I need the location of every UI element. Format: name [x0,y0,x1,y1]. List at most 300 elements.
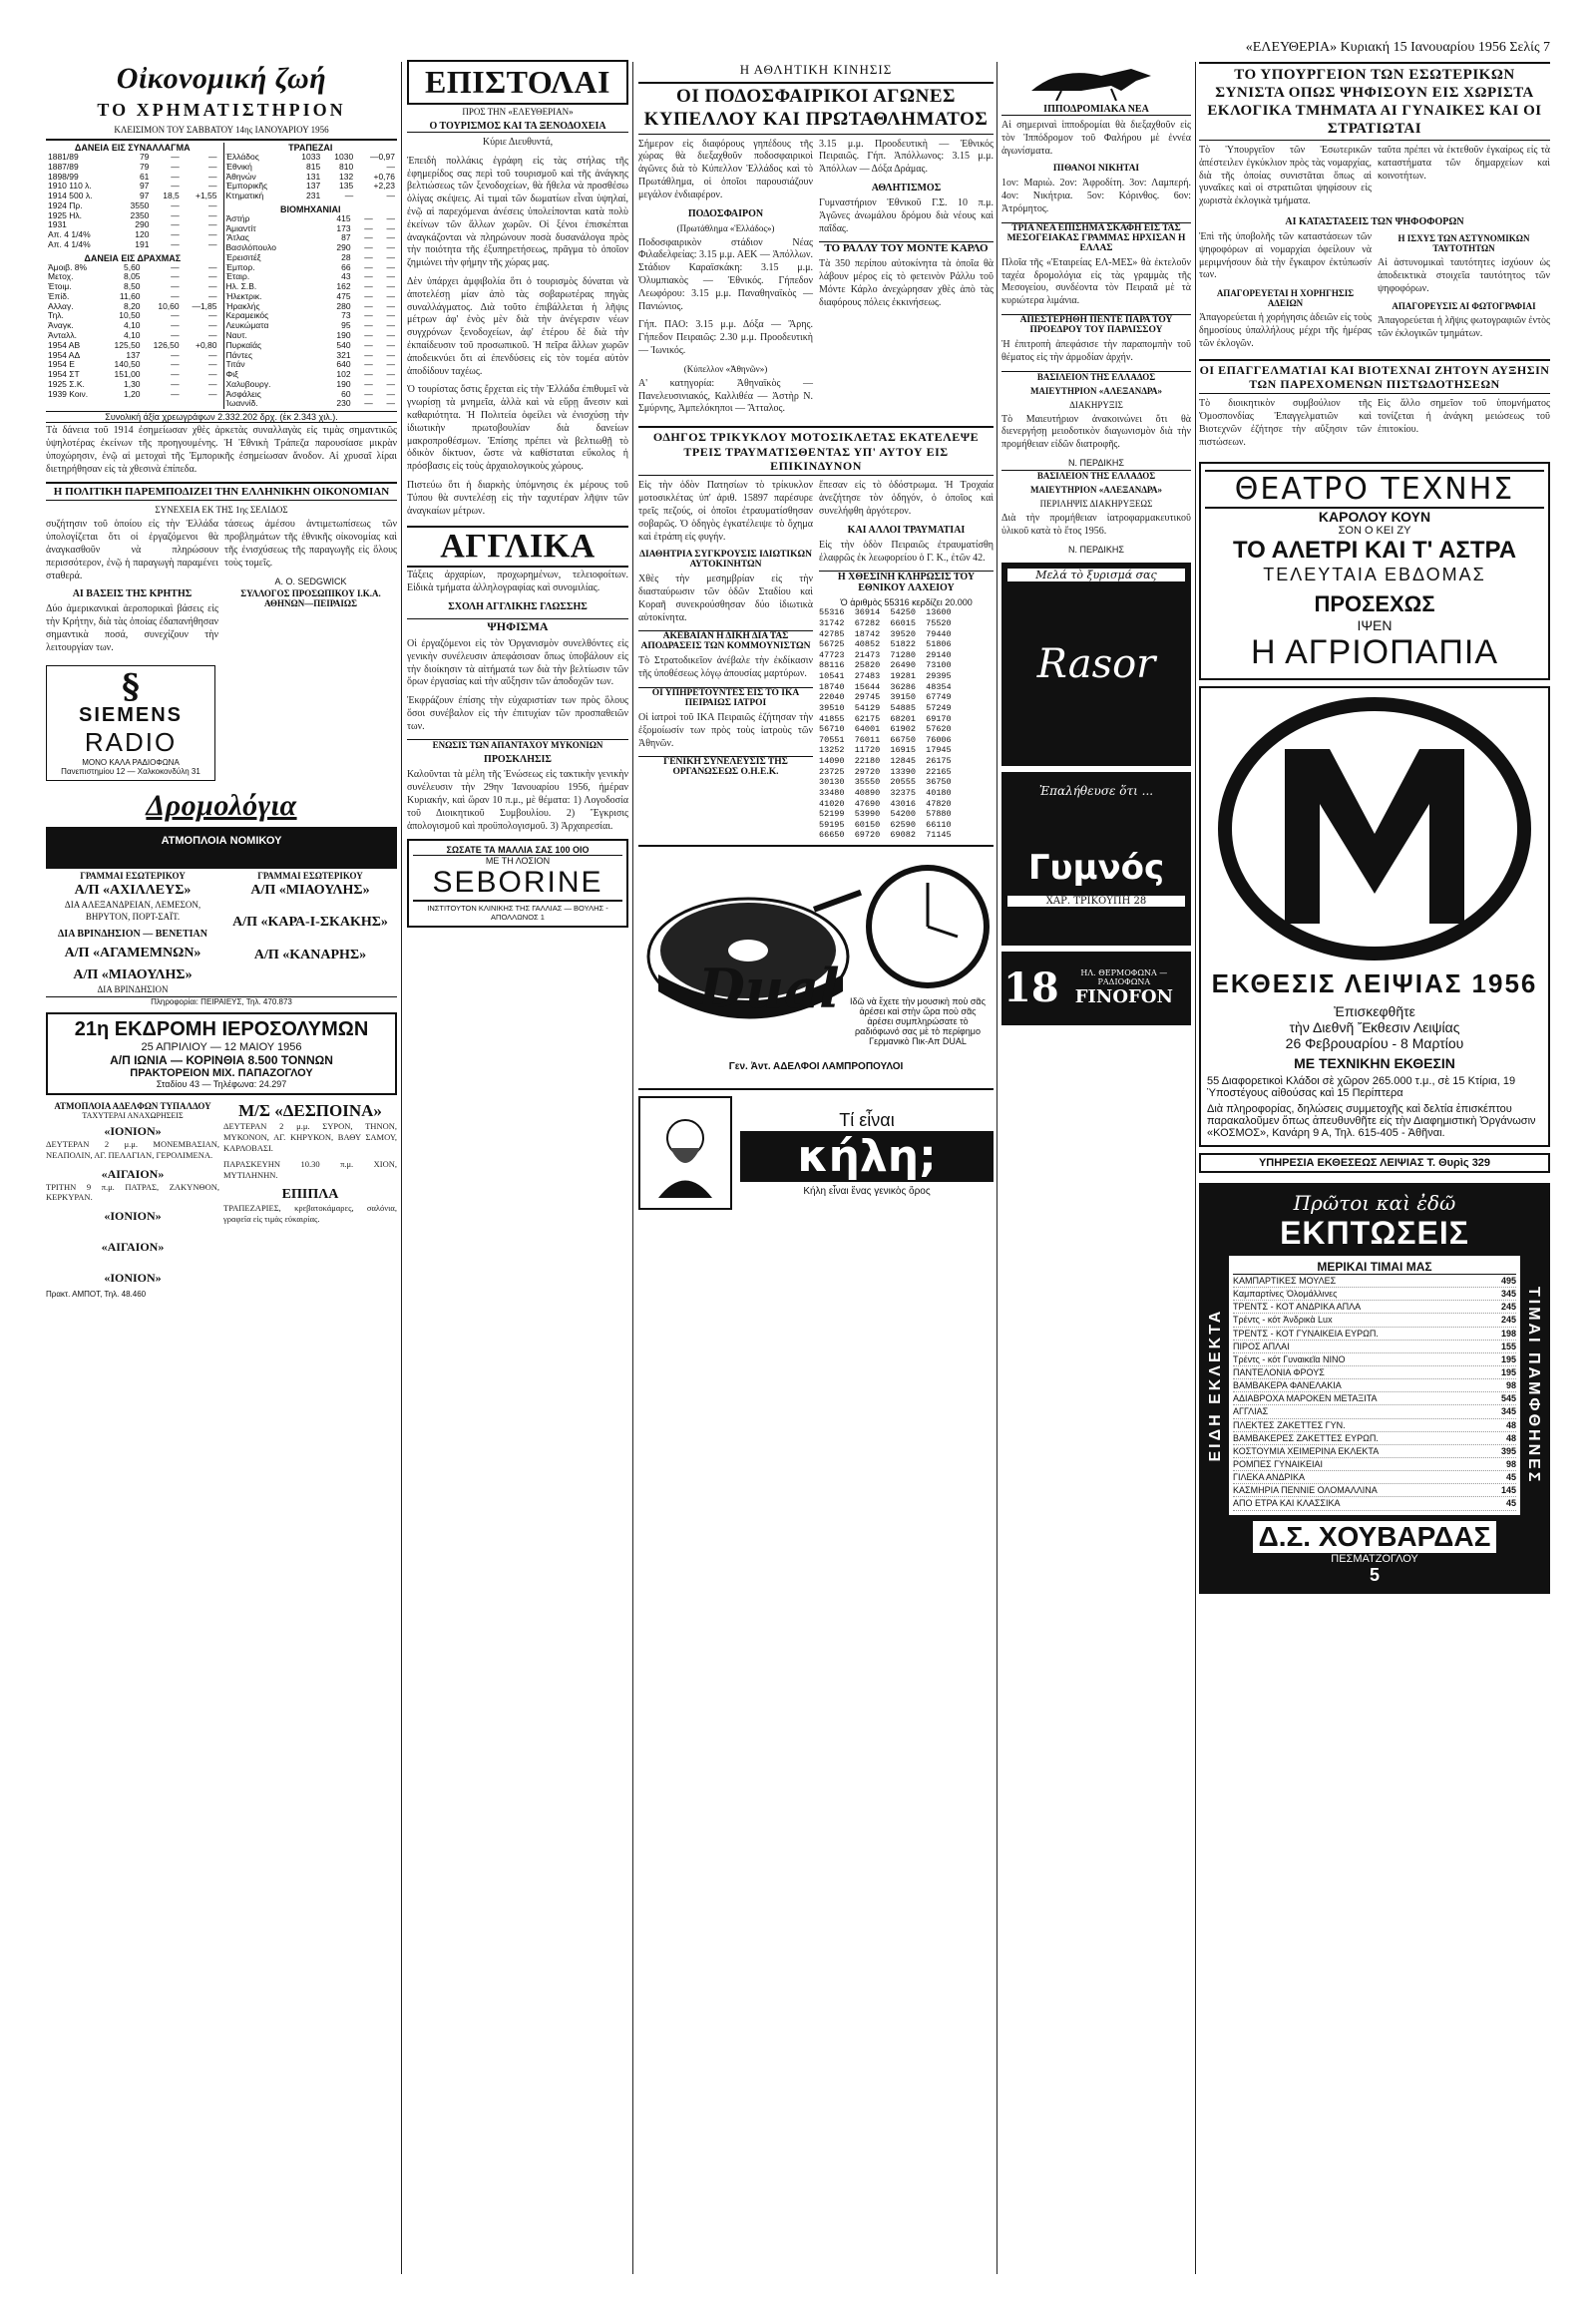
article-text: ΔΕΥΤΕΡΑΝ 2 μ.μ. ΣΥΡΟΝ, ΤΗΝΟΝ, ΜΥΚΟΝΟΝ, ΑΓ. ΚΗΡΥΚΟΝ, ΒΑΘΥ ΣΑΜΟΥ, ΚΑΡΛΟΒΑΣΙ. [223,1120,397,1153]
table-cell: Ἐπίδ. [48,290,70,301]
table-cell: 8,05 [123,271,141,282]
table-cell: 97 [139,191,150,201]
table-cell: — [171,261,180,272]
mykonos-union: ΕΝΩΣΙΣ ΤΩΝ ΑΠΑΝΤΑΧΟΥ ΜΥΚΟΝΙΩΝ [407,739,628,750]
table-cell: Αλλαγ. [48,300,74,311]
sale-item-price: 98 [1505,1380,1516,1391]
table-cell: 60 [341,388,351,399]
ship-name: «ΑΙΓΑΙΟΝ» [101,1240,165,1255]
table-cell: — [171,369,180,380]
article-text: Τὰ 350 περίπου αὐτοκίνητα τὰ ὁποῖα θὰ λάβουν μέρος εἰς τὸ φετεινὸν Ράλλυ τοῦ Μόντε Κάρλο ἀνεχώρησαν χθὲς ἀπὸ τὰς διαφόρους πόλεις ἐκκινήσεως. [819,258,994,308]
sale-item [1233,1275,1516,1288]
total-value: Συνολική ἀξία χρεωγράφων 2.332.202 δρχ. (ἐκ 2.343 χιλ.). [46,411,397,423]
table4-title: ΒΙΟΜΗΧΑΝΙΑΙ [280,203,341,214]
gynos-headline: Ἐπαλήθευσε ὅτι ... [1038,783,1154,798]
article-text: Ἡ ἐπιτροπὴ ἀπεφάσισε τὴν παραπομπὴν τοῦ θέματος εἰς τὴν ἁρμοδίαν ἀρχήν. [1001,338,1191,363]
article-text: Ἐπὶ τῆς ὑποβολῆς τῶν καταστάσεων τῶν ψηφοφόρων αἱ νομαρχίαι ὀφείλουν νὰ μεριμνήσουν διὰ τὴν ἔγκαιρον ἐκτύπωσίν των. [1199,230,1372,281]
table-cell: Ναυτ. [225,330,247,341]
permits-title: ΑΠΑΓΟΡΕΥΕΤΑΙ Η ΧΟΡΗΓΗΣΙΣ ΑΔΕΙΩΝ [1216,288,1355,309]
column-rule [1195,62,1196,2274]
table-cell: — [208,181,217,192]
table-cell: 1939 Κοιν. [48,388,89,399]
sale-item-price: 245 [1500,1302,1516,1313]
theatre-next-author: ΙΨΕΝ [1357,616,1393,633]
cup-title: (Κύπελλον «Ἀθηνῶν») [683,363,768,374]
sale-item [1233,1432,1516,1445]
ship-name: Α/Π «ΚΑΡΑ-Ι-ΣΚΑΚΗΣ» [232,915,388,931]
sale-item-name: ΚΑΜΠΑΡΤΙΚΕΣ ΜΟΥΛΕΣ [1233,1276,1337,1287]
table-cell: — [364,378,373,389]
finofon-brand: FINOFON [1074,986,1173,1008]
ministry-left [1199,145,1372,214]
loans-fx-table [46,153,219,250]
sale-item-name: ΑΔΙΑΒΡΟΧΑ ΜΑΡΟΚΕΝ ΜΕΤΑΞΙΤΑ [1233,1393,1378,1404]
sale-item-name: Τρέντς - κότ Ἀνδρικὰ Lux [1233,1315,1333,1326]
table-cell: Κτηματική [225,191,264,201]
article-text: Δὲν ὑπάρχει ἀμφιβολία ὅτι ὁ τουρισμὸς δύναται νὰ ἀποτελέσῃ μίαν ἀπὸ τὰς σοβαρωτέρας πηγὰς συναλλάγματος. Διὰ τοῦτο ἐπιβάλλεται ἡ λῆψις μέτρων ἀφ' ἑνὸς μὲν διὰ τὴν ἀνέγερσιν νέων συγχρόνων ξενοδοχείων, ἀφ' ἑτέρου δὲ διὰ τὴν ἐκπαίδευσιν τοῦ προσωπικοῦ. Ἡ πεῖρα ἄλλων χωρῶν ἀποδεικνύει ὅτι αἱ ἐπενδύσεις εἰς τὸν τομέα αὐτὸν ἀποδίδουν ταχέως. [407,275,628,377]
sales-headline: Πρῶτοι καὶ ἐδῶ [1293,1191,1456,1216]
table-cell: 131 [306,171,321,182]
table-cell: 3550 [130,199,150,210]
lines-head: ΓΡΑΜΜΑΙ ΕΣΩΤΕΡΙΚΟΥ [80,870,186,881]
siemens-radio: RADIO [84,726,178,757]
table-cell: 1881/89 [48,152,79,162]
theatre-director: ΚΑΡΟΛΟΥ ΚΟΥΝ [1318,508,1431,525]
table-cell: 1954 ΑΒ [48,339,81,350]
table-cell: — [171,152,180,162]
ship-contact: Πληροφορίαι: ΠΕΙΡΑΙΕΥΣ, Τηλ. 470.873 [46,996,397,1006]
table-cell: — [208,281,217,292]
table-cell: — [208,290,217,301]
photos-title: ΑΠΑΓΟΡΕΥΣΙΣ ΑΙ ΦΩΤΟΓΡΑΦΙΑΙ [1392,301,1536,312]
craftsmen-title: ΟΙ ΕΠΑΓΓΕΛΜΑΤΙΑΙ ΚΑΙ ΒΙΟΤΕΧΝΑΙ ΖΗΤΟΥΝ ΑΥΞΗΣΙΝ ΤΩΝ ΠΑΡΕΧΟΜΕΝΩΝ ΠΙΣΤΩΔΟΤΗΣΕΩΝ [1199,359,1550,395]
table-cell: 162 [336,281,351,292]
table-cell: 135 [339,181,354,192]
sales-subtitle: ΜΕΡΙΚΑΙ ΤΙΜΑΙ ΜΑΣ [1233,1260,1516,1275]
table-cell: — [364,251,373,262]
sale-item-price: 395 [1500,1445,1516,1456]
table-cell: 95 [341,320,351,331]
table-cell: Ἐταιρ. [225,271,250,282]
table-cell: Ἐρεισιτέξ [225,251,261,262]
table-cell: — [364,388,373,399]
table-cell: 190 [336,378,351,389]
table-cell: — [208,388,217,399]
table-cell: 1,20 [123,388,141,399]
table-cell: 132 [339,171,354,182]
sale-item [1233,1392,1516,1405]
sale-item-name: ΑΓΓΛΙΑΣ [1233,1406,1269,1417]
finofon-number: 18 [1003,964,1059,1012]
football-title: ΠΟΔΟΣΦΑΙΡΟΝ [687,207,764,219]
theatre-ad [1199,462,1550,680]
court-maternity: ΜΑΙΕΥΤΗΡΙΟΝ «ΑΛΕΞΑΝΔΡΑ» [1029,385,1163,396]
table-cell: — [208,209,217,220]
table-cell: 79 [139,161,150,172]
article-text: ἔπεσαν εἰς τὸ ὁδόστρωμα. Ἡ Τροχαία ἀνεζήτησε τὸν ὁδηγόν, ὁ ὁποῖος καὶ συνελήφθη ἀργότερον. [819,480,994,517]
seborine-ad [407,839,628,928]
table1-title: ΔΑΝΕΙΑ ΕΙΣ ΣΥΝΑΛΛΑΓΜΑ [74,143,191,153]
signer: Ν. ΠΕΡΔΙΚΗΣ [1068,457,1124,468]
craftsmen-body [1199,398,1550,455]
dual-brand: Dual [698,957,840,1021]
sale-item-price: 48 [1505,1432,1516,1443]
table-cell: — [208,161,217,172]
seborine-brand: SEBORINE [413,866,622,902]
table-cell: — [364,330,373,341]
table-cell: 66 [341,261,351,272]
table-cell: — [171,330,180,341]
table-cell: — [364,359,373,370]
athletics-title: ΑΘΛΗΤΙΣΜΟΣ [871,182,942,193]
sale-item-name: ΡΟΜΠΕΣ ΓΥΝΑΙΚΕΙΑΙ [1233,1459,1324,1469]
table-cell: — [208,271,217,282]
table-cell: — [364,290,373,301]
article-author: Α. Ο. SEDGWICK [274,576,347,586]
table-cell: — [171,378,180,389]
table-cell: 290 [336,242,351,253]
sports-body [638,139,994,423]
ship-name: «ΙΟΝΙΟΝ» [104,1209,162,1224]
politics-sub: ΣΥΝΕΧΕΙΑ ΕΚ ΤΗΣ 1ης ΣΕΛΙΔΟΣ [155,505,288,516]
table-cell: 43 [341,271,351,282]
ship-name: Α/Π «ΑΓΑΜΕΜΝΩΝ» [64,945,201,961]
newspaper-page [46,40,1550,2274]
table-cell: Ἀναγκ. [48,320,74,331]
table-cell: Τηλ. [48,310,64,321]
column-letters [407,60,628,2274]
article-text: Πλοῖα τῆς «Ἐταιρείας ΕΛ-ΜΕΣ» θὰ ἐκτελοῦν ταχέα δρομολόγια εἰς τὰς γραμμὰς τῆς Μεσογείου, συνδέοντα τὸν Πειραιᾶ μὲ τὰ κυριώτερα λιμάνια. [1001,256,1191,307]
table-cell: 1033 [301,152,321,162]
leipzig-ad [1199,686,1550,1148]
table-cell: 415 [336,212,351,223]
article-text: Εἰς τὴν ὁδὸν Πατησίων τὸ τρίκυκλον μοτοσικλέτας ὑπ' ἀριθ. 15897 παρέσυρε τρεῖς πεζούς, οἱ ὁποῖοι ἐτραυματίσθησαν σοβαρῶς. Ὁ ὁδηγὸς ἐγκατέλειψε τὸ ὄχημα καὶ ἐτράπη εἰς φυγήν. [638,480,813,543]
table2-title: ΔΑΝΕΙΑ ΕΙΣ ΔΡΑΧΜΑΣ [84,252,182,263]
table-cell: 191 [135,238,150,249]
rasor-ad [1001,563,1191,766]
table-cell: Ἐμπορικῆς [225,181,268,192]
table-cell: — [208,238,217,249]
table-cell: — [171,388,180,399]
sports-left [638,139,813,423]
leipzig-dates: 26 Φεβρουαρίου - 8 Μαρτίου [1285,1035,1464,1052]
table-cell: — [364,369,373,380]
crete-title: ΑΙ ΒΑΣΕΙΣ ΤΗΣ ΚΡΗΤΗΣ [72,588,193,600]
article-text: Ἀπαγορεύεται ἡ χορήγησις ἀδειῶν εἰς τοὺς δημοσίους ὑπαλλήλους μέχρι τῆς ἡμέρας τῶν ἐκλογῶν. [1199,312,1372,349]
siemens-ad [46,665,215,781]
kili-sub: Κήλη εἶναι ἕνας γενικὸς ὅρος [803,1185,931,1197]
sale-item [1233,1301,1516,1314]
table-cell: — [386,320,395,331]
sale-item [1233,1379,1516,1392]
letters-greeting: Κύριε Διευθυντά, [482,137,554,148]
ship-banner: ΑΤΜΟΠΛΟΙΑ ΝΟΜΙΚΟΥ [46,827,397,869]
despina-ship: Μ/Σ «ΔΕΣΠΟΙΝΑ» [238,1100,382,1120]
table-row [46,390,219,400]
lottery-top: Ὁ ἀριθμὸς 55316 κερδίζει 20.000 [840,597,973,608]
letters-sub: ΠΡΟΣ ΤΗΝ «ΕΛΕΥΘΕΡΙΑΝ» [462,107,574,117]
stock-right [223,143,398,409]
table-cell: Ἀθηνών [225,171,256,182]
table-cell: 815 [306,161,321,172]
table-cell: 1954 ΣΤ [48,369,80,380]
dual-copy: Ιδῶ νὰ ἔχετε τὴν μουσικὴ ποὺ σᾶς ἀρέσει καὶ στὴν ὥρα ποὺ σᾶς ἀρέσει συμπληρώσατε τὸ ραδιόφωνό σας μὲ τὸ περίφημο Γερμανικὸ Πικ-Απ DUAL [850,996,986,1047]
table-cell: 1954 ΑΔ [48,349,81,360]
theatre-soon: ΠΡΟΣΕΧΩΣ [1314,590,1435,616]
table-cell: 126,50 [153,339,180,350]
horse-drawing [1021,61,1171,101]
sale-item-name: ΠΙΡΟΣ ΑΠΛΑΙ [1233,1341,1290,1351]
table-cell: — [386,378,395,389]
ship-schedule-left [46,871,219,996]
stock-tables [46,139,397,409]
table-cell: 1887/89 [48,161,79,172]
kili-brand: κήλη; [740,1131,994,1182]
article-text: Πιστεύω ὅτι ἡ διαρκὴς ὑπόμνησις ἐκ μέρους τοῦ Τύπου θὰ συντελέσῃ εἰς τὴν ταχυτέραν λῆψιν τῶν ἀναγκαίων μέτρων. [407,479,628,517]
dual-agent: Γεν. Ἀντ. ΑΔΕΛΦΟΙ ΛΑΜΠΡΟΠΟΥΛΟΙ [728,1061,904,1073]
article-text: τάσεως ἀμέσου ἀντιμετωπίσεως τῶν προβλημάτων τῆς ἐθνικῆς οἰκονομίας καὶ τῆς ἐνισχύσεως τῆς παραγωγῆς εἰς ὅλους τοὺς τομεῖς. [224,519,397,569]
article-text: Α' κατηγορία: Ἀθηναϊκὸς — Πανελευσινιακός, Καλλιθέα — Ἀστὴρ Ν. Σμύρνης, Ἀμπελόκηποι — Ἄτταλος. [638,377,813,415]
table-cell: 87 [341,232,351,243]
table-cell: 230 [336,398,351,409]
sale-item-price: 45 [1505,1498,1516,1509]
table-cell: — [364,271,373,282]
article-text: Δύο ἀμερικανικαὶ ἀεροπορικαὶ βάσεις εἰς τὴν Κρήτην, διὰ τὰς ὁποίας ἐδαπανήθησαν σημαντικὰ ποσά, συνεχίζουν τὴν λειτουργίαν των. [46,603,218,653]
leipzig-mm-logo-icon [1210,694,1539,963]
table-cell: 28 [341,251,351,262]
table-cell: Ἀνταλλ. [48,330,77,341]
column-economy [46,60,397,2274]
column-rule [632,62,633,2274]
table-cell: Ἰωαννίδ. [225,398,258,409]
column-rule [997,62,998,2274]
table-cell: 290 [135,219,150,230]
court-title: ΑΚΕΒΑΙΑΝ Η ΔΙΚΗ ΔΙΑ ΤΑΣ ΑΠΟΔΡΑΣΕΙΣ ΤΩΝ ΚΟΜΜΟΥΝΙΣΤΩΝ [638,630,813,651]
table-cell: — [386,242,395,253]
article-text: Τὰ δάνεια τοῦ 1914 ἐσημείωσαν χθὲς ἀρκετὰς συναλλαγὰς εἰς τιμὰς σημαντικῶς ὑψηλοτέρας ἐκείνων τῆς προηγουμένης. Ἡ Ἐθνικὴ Τράπεζα παρουσίασε μικρὰν ὑποχώρησιν, ἐνῷ αἱ μετοχαὶ τῆς Ἐμπορικῆς ἐσημείωσαν ἄνοδον. Αἱ χρυσαῖ λίραι διετηρήθησαν εἰς τὰ χθεσινὰ ἐπίπεδα. [46,425,397,475]
table-cell: Απ. 4 1/4% [48,229,91,240]
table-cell: 1925 Σ.Κ. [48,378,85,389]
sale-item-price: 195 [1500,1367,1516,1378]
table-cell: — [386,398,395,409]
table-cell: — [386,290,395,301]
racing-header: ΙΠΠΟΔΡΟΜΙΑΚΑ ΝΕΑ [1001,104,1191,116]
letters-topic: Ο ΤΟΥΡΙΣΜΟΣ ΚΑΙ ΤΑ ΞΕΝΟΔΟΧΕΙΑ [407,121,628,133]
typaldos-right [223,1101,397,1300]
typaldos-sub: ΤΑΧΥΤΕΡΑΙ ΑΝΑΧΩΡΗΣΕΙΣ [82,1110,184,1120]
table-cell: 4,10 [123,330,141,341]
sales-list [1229,1256,1520,1515]
voters-left [1199,231,1372,357]
table-cell: —0,97 [369,152,395,162]
union-title: ΣΥΛΛΟΓΟΣ ΠΡΟΣΩΠΙΚΟΥ Ι.Κ.Α. ΑΘΗΝΩΝ—ΠΕΙΡΑΙΩΣ [240,587,381,608]
politics-left [46,519,218,660]
table-cell: — [386,212,395,223]
table-cell: — [364,339,373,350]
sale-item-price: 98 [1505,1459,1516,1469]
stock-left [46,143,219,409]
table-cell: +2,23 [373,181,395,192]
article-text: Ὁ τουρίστας ὅστις ἔρχεται εἰς τὴν Ἑλλάδα ἐπιθυμεῖ νὰ γνωρίσῃ τὰ μνημεῖα, ἀλλὰ καὶ νὰ εὕρῃ ἄνεσιν καὶ καθαριότητα. Ἡ Πολιτεία ὀφείλει νὰ ἐνισχύσῃ τὴν ἰδιωτικὴν πρωτοβουλίαν διὰ δανείων μακροπροθέσμων. Ἐπίσης πρέπει νὰ βελτιωθῇ τὸ ὁδικὸν δίκτυον, ὥστε νὰ καθίσταται εὔκολος ἡ πρόσβασις εἰς τοὺς ἀρχαιολογικοὺς χώρους. [407,384,628,473]
ika-title: ΟΙ ΥΠΗΡΕΤΟΥΝΤΕΣ ΕΙΣ ΤΟ ΙΚΑ ΠΕΙΡΑΙΩΣ ΙΑΤΡΟΙ [638,687,813,708]
table-cell: 475 [336,290,351,301]
table-cell: Πυρκαϊάς [225,339,262,350]
table-cell: 10,50 [119,310,141,321]
lottery-numbers: 55316 36914 54250 13600 31742 67282 66015 75520 42785 18742 39520 79440 56725 40852 51822 51806 47723 21473 71280 29140 88116 25820 26490 73100 10541 27483 19281 29395 18740 15644 36286 48354 22040 29745 39150 67749 39510 54129 54885 57249 41855 62175 68201 69170 56710 64001 61902 57620 70551 76011 66750 76006 13252 11720 16915 17945 14090 22180 12845 26175 23725 29720 13390 22165 30130 35550 20555 36750 33480 40890 32375 40180 41020 47690 43016 47820 52199 53990 54200 57880 59195 60150 62590 66110 66650 69720 69082 71145 [819,607,952,841]
table-row [46,240,219,250]
table-cell: — [364,212,373,223]
sales-footer [1207,1521,1542,1553]
table-row [224,399,398,409]
table-cell: Ἠρακλής [225,300,260,311]
english-school: ΣΧΟΛΗ ΑΓΓΛΙΚΗΣ ΓΛΩΣΣΗΣ [448,600,588,612]
seborine-headline: ΣΩΣΑΤΕ ΤΑ ΜΑΛΛΙΑ ΣΑΣ 100 ΟΙΟ [413,845,622,856]
table-cell: — [386,261,395,272]
resolution-title: ΨΗΦΙΣΜΑ [407,618,628,634]
table-cell: 125,50 [114,339,141,350]
column-politics [1199,60,1550,2274]
ship-name: Α/Π «ΜΙΑΟΥΛΗΣ» [250,883,370,899]
sales-number: 5 [1369,1564,1380,1585]
table-cell: — [386,359,395,370]
table-cell: — [171,359,180,370]
table-cell: — [208,349,217,360]
table-cell: Μετοχ. [48,271,74,282]
table-cell: — [364,232,373,243]
typaldos-title: ΑΤΜΟΠΛΟΙΑ ΑΔΕΛΦΩΝ ΤΥΠΑΛΔΟΥ [54,1100,211,1111]
lines-head: ΓΡΑΜΜΑΙ ΕΣΩΤΕΡΙΚΟΥ [257,870,363,881]
table-cell: Ἄτλας [225,232,249,243]
table-cell: — [386,339,395,350]
furniture-title: ΕΠΙΠΛΑ [281,1187,339,1203]
ship-name: «ΙΟΝΙΟΝ» [104,1271,162,1286]
article-text: 3.15 μ.μ. Προοδευτικὴ — Ἐθνικός Πειραιῶς. Γήπ. Ἀπόλλωνος: 3.15 μ.μ. Ἀπόλλων — Δόξα Δράμας. [819,138,994,176]
sale-item-price: 545 [1500,1393,1516,1404]
injured-title: ΚΑΙ ΑΛΛΟΙ ΤΡΑΥΜΑΤΙΑΙ [847,524,966,536]
sale-item-name: ΒΑΜΒΑΚΕΡΕΣ ΖΑΚΕΤΤΕΣ ΕΥΡΩΠ. [1233,1432,1379,1443]
table-cell: 1924 Πρ. [48,199,83,210]
table-cell: 321 [336,349,351,360]
sale-item-price: 245 [1500,1315,1516,1326]
ship-route: ΔΙΑ ΒΡΙΝΔΗΣΙΟΝ — ΒΕΝΕΤΙΑΝ [58,928,207,940]
article-text: Τὸ Μαιευτήριον ἀνακοινώνει ὅτι θὰ διενεργήσῃ μειοδοτικὸν διαγωνισμὸν διὰ τὴν προμήθειαν εἰδῶν διατροφῆς. [1001,413,1191,451]
siemens-address: Πανεπιστημίου 12 — Χαλκοκονδύλη 31 [61,766,200,776]
sale-item [1233,1288,1516,1301]
table-cell: — [386,222,395,233]
article-text: ΤΡΙΤΗΝ 9 π.μ. ΠΑΤΡΑΣ, ΖΑΚΥΝΘΟΝ, ΚΕΡΚΥΡΑΝ. [46,1181,219,1203]
table-cell: — [171,310,180,321]
table-cell: — [386,281,395,292]
table-cell: — [171,171,180,182]
table-cell: 137 [126,349,141,360]
moto-body [638,480,994,841]
table-cell: 4,10 [123,320,141,331]
moto-right [819,480,994,841]
table-cell: — [364,281,373,292]
industries-table [224,214,398,409]
sale-item [1233,1484,1516,1497]
table-cell: — [171,349,180,360]
table-cell: — [171,229,180,240]
table-cell: — [171,219,180,230]
sale-item-price: 495 [1500,1276,1516,1287]
moto-left [638,480,813,841]
sale-item-name: ΚΟΣΤΟΥΜΙΑ ΧΕΙΜΕΡΙΝΑ ΕΚΛΕΚΤΑ [1233,1445,1380,1456]
kili-question: Τί εἶναι [839,1109,895,1130]
voters-right [1378,231,1550,357]
sale-item [1233,1405,1516,1418]
sale-item-price: 198 [1500,1328,1516,1339]
table-cell: — [171,181,180,192]
typaldos-block [46,1101,397,1300]
table-cell: — [171,209,180,220]
article-text: Τὸ Ὑπουργεῖον τῶν Ἐσωτερικῶν ἀπέστειλεν ἐγκύκλιον πρὸς τὰς νομαρχίας, διὰ τῆς ὁποίας συνιστᾶται ὅπως αἱ γυναῖκες καὶ οἱ στρατιῶται ψηφίσουν εἰς χωριστὰ ἐκλογικὰ τμήματα. [1199,145,1372,207]
article-text: συζήτησιν τοῦ ὁποίου εἰς τὴν Ἑλλάδα ὑπολογίζεται ὅτι οἱ ἐργαζόμενοι θὰ ἀναγκασθοῦν νὰ πληρώσουν περισσότερον, ἐνῷ ἡ παραγωγὴ παραμένει σταθερά. [46,519,218,581]
article-text: Τὸ Στρατοδικεῖον ἀνέβαλε τὴν ἐκδίκασιν τῆς ὑποθέσεως λόγῳ ἀπουσίας μαρτύρων. [638,655,813,680]
table-cell: — [171,320,180,331]
table-cell: — [386,271,395,282]
table-cell: — [386,161,395,172]
table-cell: — [208,369,217,380]
table-cell: — [386,388,395,399]
theatre-last-week: ΤΕΛΕΥΤΑΙΑ ΕΒΔΟΜΑΣ [1263,564,1486,584]
article-text: Γυμναστήριον Ἐθνικοῦ Γ.Σ. 10 π.μ. Ἀγῶνες ἀνωμάλου δρόμου διὰ νέους καὶ παῖδας. [819,196,994,234]
table-cell: — [386,191,395,201]
sale-item [1233,1341,1516,1353]
sale-item-price: 155 [1500,1341,1516,1351]
court-kingdom: ΒΑΣΙΛΕΙΟΝ ΤΗΣ ΕΛΛΑΔΟΣ [1001,371,1191,382]
table-cell: +1,55 [195,191,217,201]
table-cell: — [344,191,354,201]
table-cell: — [171,161,180,172]
table-cell: 18,5 [163,191,180,201]
table-cell: — [171,290,180,301]
table-cell: 1898/99 [48,171,79,182]
jerusalem-dates: 25 ΑΠΡΙΛΙΟΥ — 12 ΜΑΙΟΥ 1956 [141,1040,302,1053]
table-cell: — [386,349,395,360]
finofon-ad [1001,952,1191,1025]
general-assembly: ΓΕΝΙΚΗ ΣΥΝΕΛΕΥΣΙΣ ΤΗΣ ΟΡΓΑΝΩΣΕΩΣ Ο.Η.Ε.Κ. [638,756,813,777]
sale-item [1233,1366,1516,1379]
table-cell: — [386,369,395,380]
politics-right [224,519,397,660]
table-cell: — [364,398,373,409]
sale-item-price: 345 [1500,1289,1516,1300]
sports-kicker: Η ΑΘΛΗΤΙΚΗ ΚΙΝΗΣΙΣ [739,62,893,77]
theatre-playwright: ΣΟΝ Ο ΚΕΙ ΖΥ [1338,524,1411,537]
table-cell: — [171,199,180,210]
table-cell: 97 [139,181,150,192]
jerusalem-agent: ΠΡΑΚΤΟΡΕΙΟΝ ΜΙΧ. ΠΑΠΑΖΟΓΛΟΥ [130,1066,313,1079]
table-cell: 8,50 [123,281,141,292]
table-cell: 151,00 [114,369,141,380]
table-cell: 8,20 [123,300,141,311]
sale-item-price: 48 [1505,1419,1516,1430]
sale-item-name: ΤΡΕΝΤΣ - ΚΟΤ ΓΥΝΑΙΚΕΙΑ ΕΥΡΩΠ. [1233,1328,1379,1339]
article-text: Τὸ διοικητικὸν συμβούλιον τῆς Ὁμοσπονδίας Ἐπαγγελματιῶν καὶ Βιοτεχνῶν ἐζήτησε τὴν αὔξησιν τῶν πιστώσεων. [1199,398,1372,448]
kili-text [740,1110,994,1197]
court-kingdom-2: ΒΑΣΙΛΕΙΟΝ ΤΗΣ ΕΛΛΑΔΟΣ [1001,470,1191,481]
sale-item [1233,1419,1516,1432]
rasor-headline: Μελά τὸ ξυρισμά σας [1007,569,1185,581]
column-rule [401,62,402,2274]
article-text: Ἐκφράζουν ἐπίσης τὴν εὐχαριστίαν των πρὸς ὅλους ὅσοι συνέβαλον εἰς τὴν ἐπιτυχίαν τῶν προσπαθειῶν των. [407,695,628,732]
table-cell: — [364,300,373,311]
article-text: Χθὲς τὴν μεσημβρίαν εἰς τὴν διασταύρωσιν τῶν ὁδῶν Σταδίου καὶ Κοραῆ συνεκρούσθησαν δύο ἰδιωτικὰ αὐτοκίνητα. [638,574,813,623]
table-cell: — [364,222,373,233]
rasor-brand: Rasor [1036,640,1156,687]
table-cell: Ἑλλάδος [225,152,259,162]
